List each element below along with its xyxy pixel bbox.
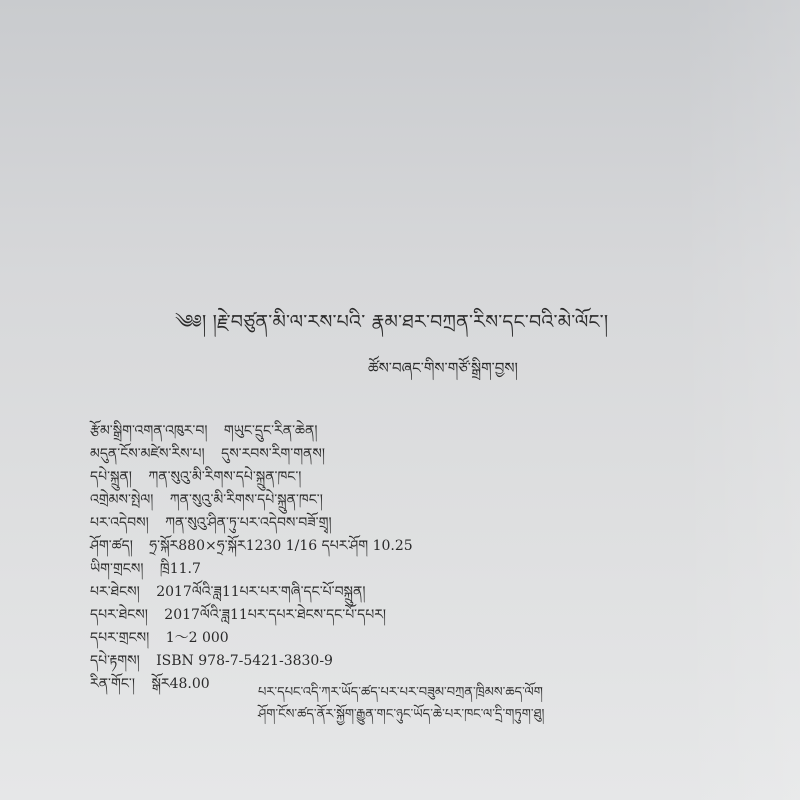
credit-value: ཁྲི11.7 [159,561,201,577]
credit-row-format [90,535,650,558]
credit-value: ཧྲ་སྐོར880×ཧྲ་སྐོར1230 1/16 དཔར་ཤོག 10.25 [149,538,413,554]
credit-label: དཔར་གྲངས། [90,630,150,646]
credit-label: མདུན་ངོས་མཛེས་རིས་པ། [90,446,205,462]
credit-row-printing [90,604,650,627]
credit-row-print-run [90,627,650,650]
credit-row-publisher [90,466,650,489]
publication-credits [90,420,650,696]
credit-row-printer [90,512,650,535]
credit-value: ཀན་སུའུ་མི་རིགས་དཔེ་སྐྲུན་ཁང་། [169,492,323,508]
credit-row-cover-designer [90,443,650,466]
credit-label: འགྲེམས་སྤེལ། [90,492,154,508]
notice-line: ཤོག་ངོས་ཚད་ནོར་སྐྱོག་རྒྱུན་གང་ཉུང་ཡོད་ཆེ་པར་ཁང་ལ་དྲི་གཏུག་ཐུ། [258,707,545,722]
credit-value: གཡུང་དྲུང་རིན་ཆེན། [223,423,318,439]
credit-label: རིན་གོང་། [90,676,135,692]
credit-label: དཔེ་རྟགས། [90,653,140,669]
copyright-notice [258,682,678,726]
credit-row-distributor [90,489,650,512]
credit-value: ཀན་སུའུ་མི་རིགས་དཔེ་སྐྲུན་ཁང་། [148,469,302,485]
credit-label: དཔེ་སྐྲུན། [90,469,132,485]
credit-value: དུས་རབས་རིག་གནས། [221,446,325,462]
credit-row-edition [90,581,650,604]
notice-line: པར་དཔང་འདི་ཀར་ཡོད་ཚད་པར་པར་བཟུམ་བཀྲན་ཁྲིམས་ཆད་ལོག [258,685,543,700]
credit-value: 2017ལོའི་ཟླ11པར་དཔར་ཐེངས་དང་པོ་དཔར། [164,607,387,623]
credit-value: སྒོར48.00 [151,676,210,692]
credit-value: 2017ལོའི་ཟླ11པར་པར་གཞི་དང་པོ་བསྐྲུན། [156,584,366,600]
credit-label: པར་ཐེངས། [90,584,140,600]
credit-row-editor [90,420,650,443]
credit-value: ISBN 978-7-5421-3830-9 [156,653,333,669]
credit-label: ཤོག་ཚད། [90,538,133,554]
book-title: ༄༅། །རྗེ་བཙུན་མི་ལ་རས་པའི་ རྣམ་ཐར་བཀྲན་རིས་དང་བའི་མེ་ལོང་། [175,311,609,333]
credit-value: 1～2 000 [165,630,229,646]
credit-row-isbn [90,650,650,673]
credit-label: དཔར་ཐེངས། [90,607,148,623]
page-shading [680,0,800,800]
credit-label: རྩོམ་སྒྲིག་འགན་འཁུར་བ། [90,423,208,439]
compiler-credit: ཚོས་བཞང་གིས་གཙོ་སྒྲིག་བྱས། [368,359,518,377]
credit-label: པར་འདེབས། [90,515,149,531]
credit-label: ཡིག་གྲངས། [90,561,144,577]
credit-row-word-count [90,558,650,581]
credit-value: ཀན་སུའུ་ཤིན་ཏུ་པར་འདེབས་བཟོ་གྲྭ། [165,515,332,531]
